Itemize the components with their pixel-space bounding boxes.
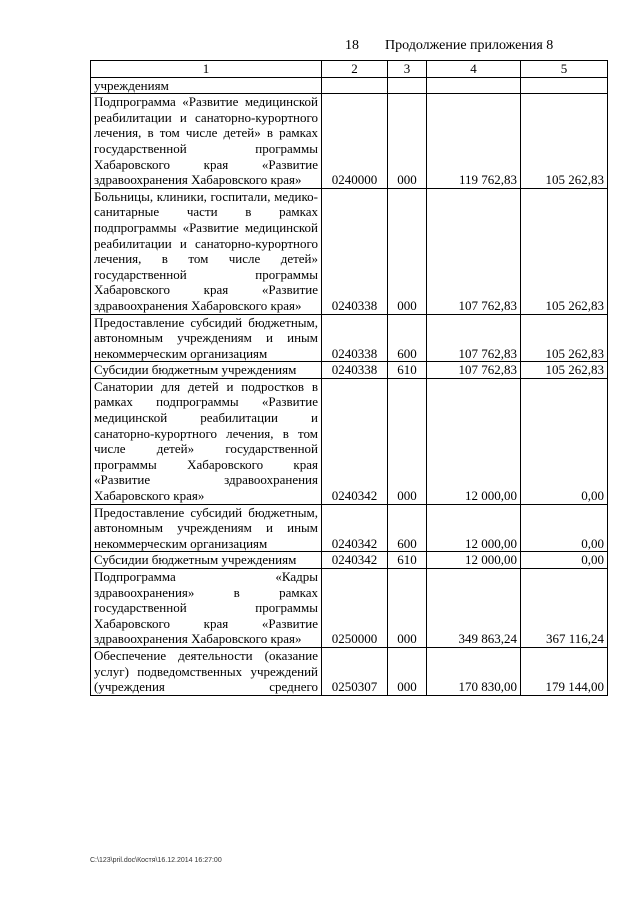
page-number: 18 [345, 38, 359, 53]
row-description: Санатории для детей и подростков в рамках подпрограммы «Развитие медицинской реабилитации и санаторно-курортного лечения, в том числе детей» государственной программы Хабаровского края «Развитие здравоохранения Хабаровского края» [91, 378, 322, 504]
row-description: Субсидии бюджетным учреждениям [91, 362, 322, 379]
row-code: 0240338 [322, 362, 388, 379]
table-row [91, 77, 608, 94]
row-value-2016: 0,00 [521, 552, 608, 569]
row-value-2015: 107 762,83 [427, 314, 521, 362]
table-row [91, 647, 608, 695]
row-value-2015: 119 762,83 [427, 94, 521, 189]
table-row [91, 314, 608, 362]
row-code: 0240338 [322, 188, 388, 314]
file-path-footer: C:\123\pril.doc\Костя\16.12.2014 16:27:00 [90, 857, 222, 864]
row-code: 0250307 [322, 647, 388, 695]
row-type: 610 [388, 362, 427, 379]
table-header-row [91, 61, 608, 78]
row-code: 0240342 [322, 378, 388, 504]
table-row [91, 569, 608, 648]
row-description: Предоставление субсидий бюджетным, автономным учреждениям и иным некоммерческим организациям [91, 504, 322, 552]
row-code: 0240000 [322, 94, 388, 189]
row-type: 000 [388, 188, 427, 314]
table-row [91, 94, 608, 189]
row-description: Обеспечение деятельности (оказание услуг) подведомственных учреждений (учреждения среднего [91, 647, 322, 695]
row-type: 000 [388, 378, 427, 504]
row-value-2016 [521, 77, 608, 94]
page-header [345, 38, 553, 54]
row-code: 0240342 [322, 504, 388, 552]
row-value-2016: 105 262,83 [521, 188, 608, 314]
row-description: Больницы, клиники, госпитали, медико-санитарные части в рамках подпрограммы «Развитие медицинской реабилитации и санаторно-курортного лечения, в том числе детей» государственной программы Хабаровского края «Развитие здравоохранения Хабаровского края» [91, 188, 322, 314]
row-description: Субсидии бюджетным учреждениям [91, 552, 322, 569]
row-type: 600 [388, 504, 427, 552]
column-header: 3 [388, 61, 427, 78]
row-value-2016: 105 262,83 [521, 314, 608, 362]
table-row [91, 188, 608, 314]
row-code [322, 77, 388, 94]
row-value-2015 [427, 77, 521, 94]
row-type: 000 [388, 647, 427, 695]
table-row [91, 552, 608, 569]
row-description: учреждениям [91, 77, 322, 94]
row-description: Подпрограмма «Кадры здравоохранения» в рамках государственной программы Хабаровского края «Развитие здравоохранения Хабаровского края» [91, 569, 322, 648]
table-row [91, 378, 608, 504]
table-row [91, 362, 608, 379]
table-row [91, 504, 608, 552]
column-header: 5 [521, 61, 608, 78]
row-code: 0250000 [322, 569, 388, 648]
row-description: Подпрограмма «Развитие медицинской реабилитации и санаторно-курортного лечения, в том числе детей» в рамках государственной программы Хабаровского края «Развитие здравоохранения Хабаровского края» [91, 94, 322, 189]
row-value-2016: 367 116,24 [521, 569, 608, 648]
row-type: 000 [388, 569, 427, 648]
column-header: 2 [322, 61, 388, 78]
row-code: 0240342 [322, 552, 388, 569]
row-value-2015: 349 863,24 [427, 569, 521, 648]
budget-table [90, 60, 608, 696]
row-value-2016: 0,00 [521, 504, 608, 552]
column-header: 1 [91, 61, 322, 78]
row-value-2016: 0,00 [521, 378, 608, 504]
row-type: 610 [388, 552, 427, 569]
row-value-2016: 105 262,83 [521, 94, 608, 189]
row-value-2015: 12 000,00 [427, 552, 521, 569]
row-value-2015: 12 000,00 [427, 378, 521, 504]
row-value-2015: 107 762,83 [427, 188, 521, 314]
row-value-2016: 179 144,00 [521, 647, 608, 695]
row-type: 000 [388, 94, 427, 189]
row-value-2015: 107 762,83 [427, 362, 521, 379]
row-type [388, 77, 427, 94]
row-value-2016: 105 262,83 [521, 362, 608, 379]
row-description: Предоставление субсидий бюджетным, автономным учреждениям и иным некоммерческим организациям [91, 314, 322, 362]
column-header: 4 [427, 61, 521, 78]
page-header-title: Продолжение приложения 8 [385, 38, 554, 53]
row-type: 600 [388, 314, 427, 362]
row-value-2015: 170 830,00 [427, 647, 521, 695]
row-code: 0240338 [322, 314, 388, 362]
row-value-2015: 12 000,00 [427, 504, 521, 552]
